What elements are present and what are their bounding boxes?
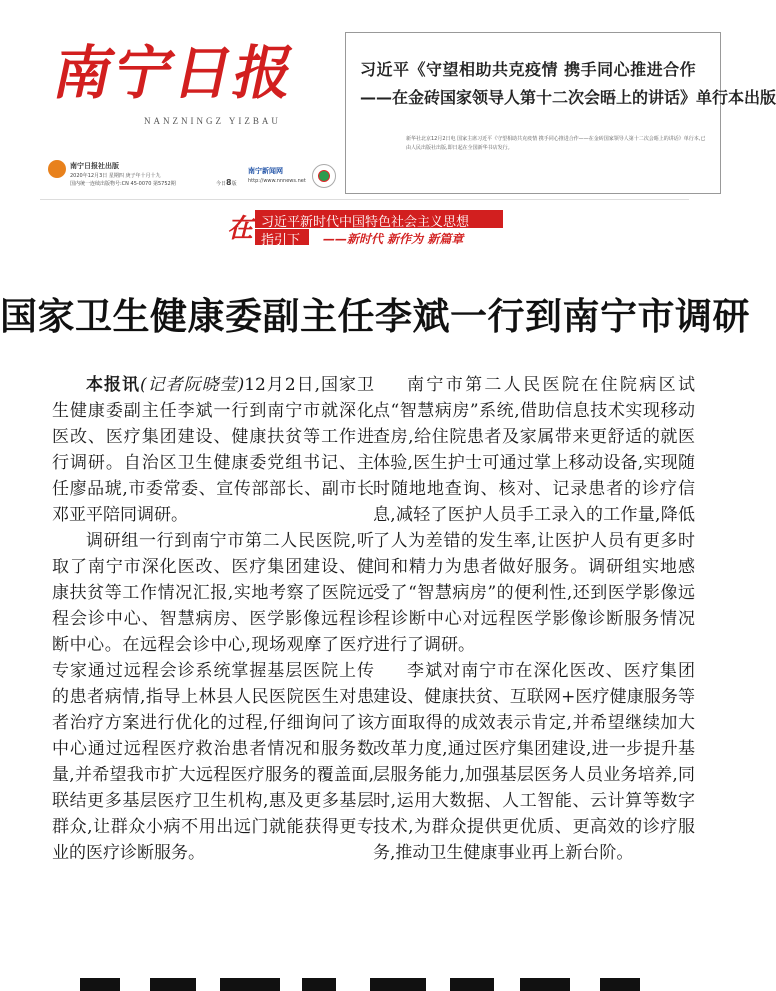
next-article-title-cropped <box>40 978 690 991</box>
emblem-icon <box>312 164 336 188</box>
page-count: 今日8版 <box>216 178 237 187</box>
article-paragraph: 调研组一行到南宁市第二人民医院,听取了南宁市深化医改、医疗集团建设、健康扶贫等工作情况汇报,实地考察了医院远程会诊中心、智慧病房、医学影像远程诊断中心。在远程会诊中心,现场观摩了医疗专家通过远程会诊系统掌握基层医院上传的患者病情,指导上林县人民医院医生对患者治疗方案进行优化的过程,仔细询问了该中心通过远程医疗救治患者情况和服务数量,并希望我市扩大远程医疗服务的覆盖面,联结更多基层医疗卫生机构,惠及更多基层群众,让群众小病不用出远门就能获得更专业的医疗诊断服务。 <box>52 531 374 863</box>
registration-number: 国内统一连续出版物号:CN 45-0070 第5752期 <box>70 181 176 187</box>
publication-info <box>48 160 368 196</box>
top-headline-line1: 习近平《守望相助共克疫情 携手同心推进合作 <box>360 60 697 79</box>
article-column-left <box>52 372 374 866</box>
masthead <box>0 0 776 200</box>
logo-calligraphy: 南宁日报 <box>47 39 303 107</box>
lead-reporter: (记者阮晓莹) <box>139 375 245 395</box>
news-site-url: http://www.nnnews.net <box>248 178 306 184</box>
issue-date: 2020年12月3日 星期四 庚子年十月十九 <box>70 173 161 179</box>
article-paragraph: 李斌对南宁市在深化医改、医疗集团建设、健康扶贫、互联网+医疗健康服务等方面取得的成效表示肯定,并希望继续加大改革力度,通过医疗集团建设,进一步提升基层服务能力,加强基层医务人员业务培养,同时,运用大数据、人工智能、云计算等数字技术,为群众提供更优质、更高效的诊疗服务,推动卫生健康事业再上新台阶。 <box>373 661 695 863</box>
top-headline-brief: 新华社北京12月2日电 国家主席习近平《守望相助共克疫情 携手同心推进合作——在金砖国家领导人第十二次会晤上的讲话》单行本,已由人民出版社出版,即日起在全国新华书店发行。 <box>406 136 706 151</box>
masthead-divider <box>40 199 689 200</box>
newspaper-logo <box>47 20 332 170</box>
banner-line1: 习近平新时代中国特色社会主义思想 <box>261 215 470 230</box>
banner-line2: 指引下 <box>261 233 301 248</box>
publisher-name: 南宁日报社出版 <box>70 162 119 170</box>
publisher-badge-icon <box>48 160 66 178</box>
article-title: 国家卫生健康委副主任李斌一行到南宁市调研 <box>0 295 750 338</box>
article-paragraph: 本报讯(记者阮晓莹)12月2日,国家卫生健康委副主任李斌一行到南宁市就深化医改、医疗集团建设、健康扶贫等工作进行调研。自治区卫生健康委党组书记、主任廖品琥,市委常委、宣传部部长、副市长邓亚平陪同调研。 <box>52 375 374 525</box>
lead-label: 本报讯 <box>86 375 140 395</box>
article-column-right <box>373 372 695 866</box>
logo-pinyin: NANZNINGZ YIZBAU <box>144 116 281 126</box>
top-headline-line2: ——在金砖国家领导人第十二次会晤上的讲话》单行本出版 <box>360 88 776 107</box>
news-site-logo: 南宁新闻网 <box>248 167 283 175</box>
column-banner <box>227 204 557 250</box>
top-headline-box <box>345 32 776 194</box>
banner-char: 在 <box>227 214 254 244</box>
banner-slogan: ——新时代 新作为 新篇章 <box>323 232 464 246</box>
article-paragraph: 南宁市第二人民医院在住院病区试点“智慧病房”系统,借助信息技术实现移动查房,给住院患者及家属带来更舒适的就医体验,医生护士可通过掌上移动设备,实现随时随地地查询、核对、记录患者的诊疗信息,减轻了医护人员手工录入的工作量,降低了人为差错的发生率,让医护人员有更多时间和精力为患者做好服务。调研组实地感受了“智慧病房”的便利性,还到医学影像远程诊断中心对远程医学影像诊断服务情况进行了调研。 <box>373 375 695 655</box>
